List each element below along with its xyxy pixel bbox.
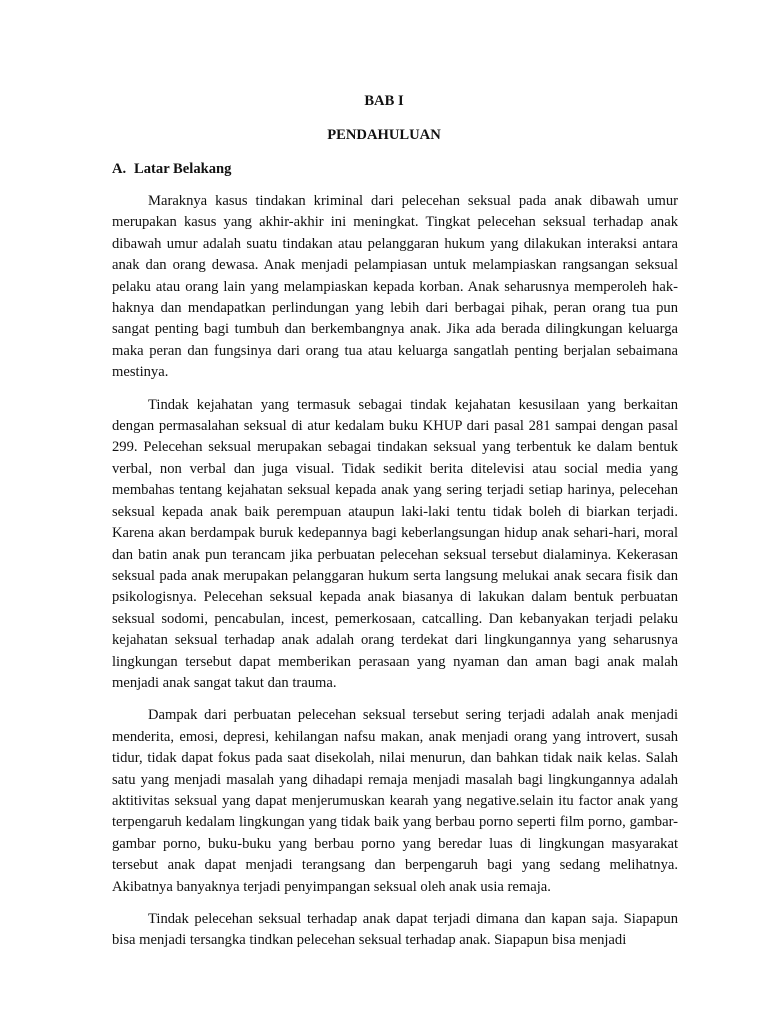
section-marker: A. [112,161,127,177]
paragraph: Dampak dari perbuatan pelecehan seksual tersebut sering terjadi adalah anak menjadi menderita, emosi, depresi, kehilangan nafsu makan, anak menjadi orang yang introvert, susah tidur, tidak dapat fokus pada saat disekolah, nilai menurun, dan bahkan tidak naik kelas. Salah satu yang menjadi masalah yang dihadapi remaja menjadi masalah bagi lingkungannya adalah aktitivitas seksual yang dapat menjerumuskan kearah yang negative.selain itu factor anak yang terpengaruh kedalam lingkungan yang tidak baik yang berbau porno seperti film porno, gambar-gambar porno, buku-buku yang berbau porno yang beredar luas di lingkungan masyarakat tersebut anak dapat menjadi terangsang dan berpengaruh bagi yang sedang melihatnya. Akibatnya banyaknya terjadi penyimpangan seksual oleh anak usia remaja. [112,707,678,895]
section-heading [112,159,231,180]
body-text [112,191,678,963]
paragraph: Tindak kejahatan yang termasuk sebagai tindak kejahatan kesusilaan yang berkaitan dengan permasalahan seksual di atur kedalam buku KHUP dari pasal 281 sampai dengan pasal 299. Pelecehan seksual merupakan sebagai tindakan seksual yang terbentuk ke dalam bentuk verbal, non verbal dan juga visual. Tidak sedikit berita ditelevisi atau social media yang membahas tentang kejahatan seksual kepada anak yang sering terjadi setiap harinya, pelecehan seksual kepada anak baik perempuan ataupun laki-laki tentu tidak boleh di biarkan terjadi. Karena akan berdampak buruk kedepannya bagi keberlangsungan hidup anak sehari-hari, moral dan batin anak pun terancam jika perbuatan pelecehan seksual tersebut dialaminya. Kekerasan seksual pada anak merupakan pelanggaran hukum serta langsung melukai anak secara fisik dan psikologisnya. Pelecehan seksual kepada anak biasanya di lakukan dalam bentuk perbuatan seksual sodomi, pencabulan, incest, pemerkosaan, catcalling. Dan kebanyakan terjadi pelaku kejahatan seksual terhadap anak adalah orang terdekat dari lingkungannya yang seharusnya lingkungan tersebut dapat memberikan perasaan yang nyaman dan aman bagi anak malah menjadi anak sangat takut dan trauma. [112,396,678,691]
paragraph: Tindak pelecehan seksual terhadap anak dapat terjadi dimana dan kapan saja. Siapapun bisa menjadi tersangka tindkan pelecehan seksual terhadap anak. Siapapun bisa menjadi [112,911,678,949]
chapter-number: BAB I [364,93,404,109]
section-title: Latar Belakang [134,161,232,177]
chapter-title: PENDAHULUAN [327,127,441,143]
paragraph: Maraknya kasus tindakan kriminal dari pelecehan seksual pada anak dibawah umur merupakan kasus yang akhir-akhir ini meningkat. Tingkat pelecehan seksual terhadap anak dibawah umur adalah suatu tindakan atau pelanggaran hukum yang dilakukan interaksi antara anak dan orang dewasa. Anak menjadi pelampiasan untuk melampiaskan rangsangan seksual pelaku atau orang lain yang melampiaskan kepada korban. Anak seharusnya memperoleh hak-haknya dan mendapatkan perlindungan yang lebih dari berbagai pihak, peran orang tua pun sangat penting bagi tumbuh dan berkembangnya anak. Jika ada berada dilingkungan keluarga maka peran dan fungsinya dari orang tua atau keluarga sangatlah penting berjalan sebaimana mestinya. [112,193,678,381]
